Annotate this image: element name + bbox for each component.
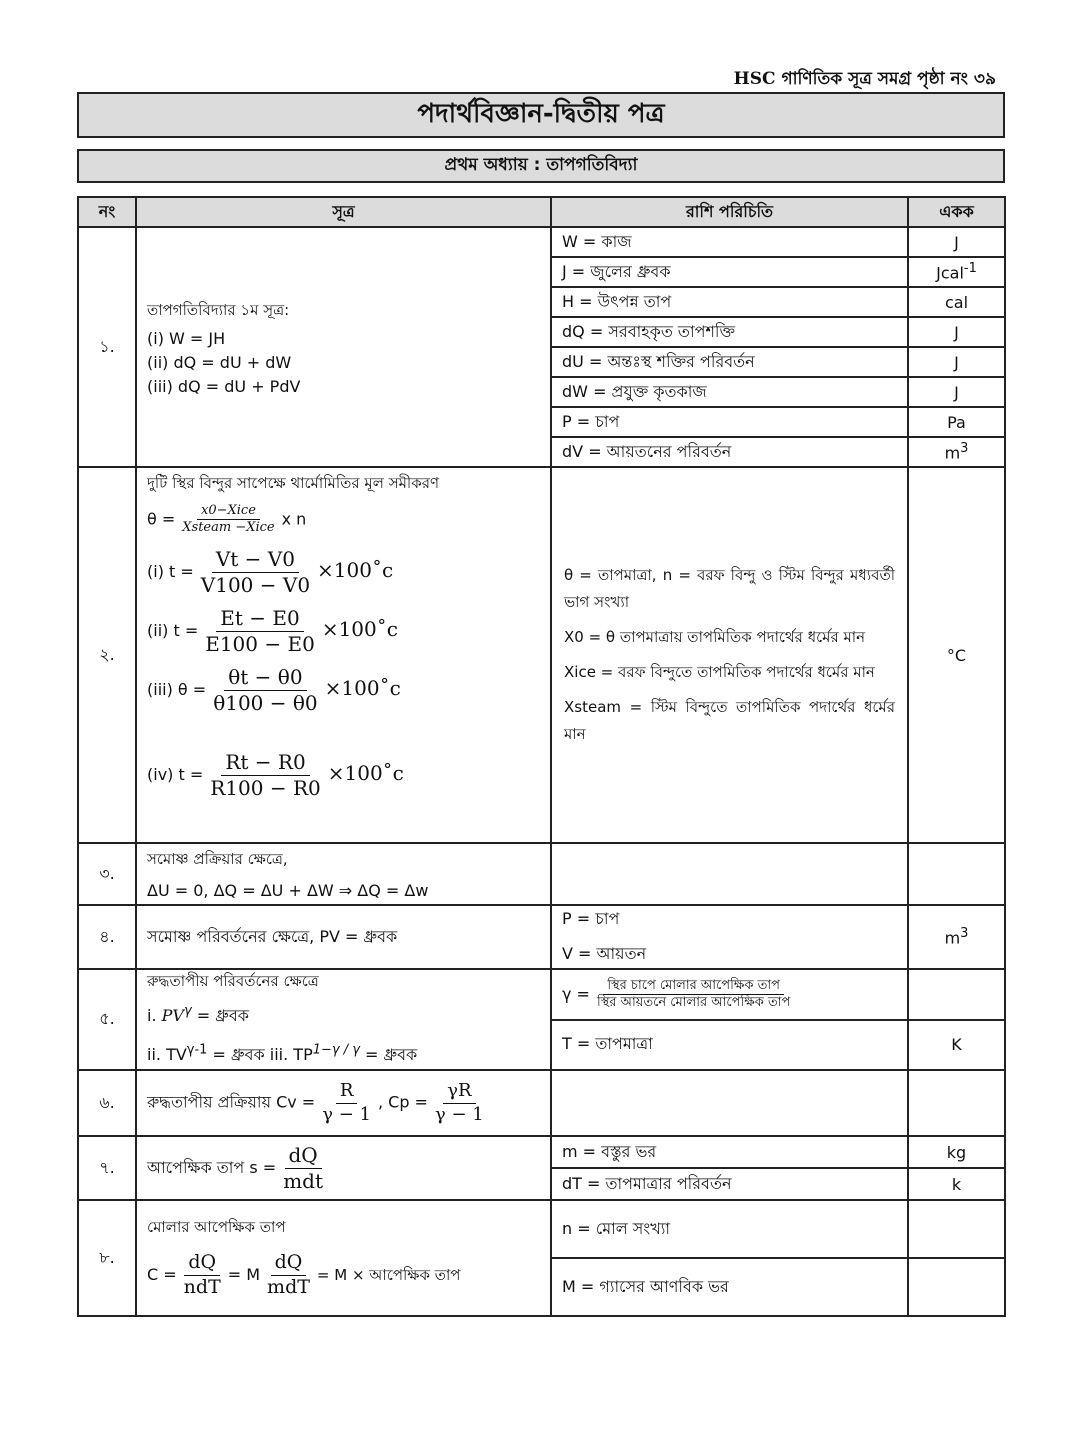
quantity-text: Xsteam = স্টিম বিন্দুতে তাপমিতিক পদার্থের ধর্মের মান [564, 698, 895, 743]
quantity-text: X0 = θ তাপমাত্রায় তাপমিতিক পদার্থের ধর্মের মান [564, 628, 866, 646]
table-row [78, 467, 1005, 843]
table-row [78, 1136, 1005, 1168]
fraction [209, 665, 321, 716]
fraction-denominator: Xsteam −Xice [182, 520, 275, 536]
page-header-note: HSC গাণিতিক সূত্র সমগ্র পৃষ্ঠা নং ৩৯ [733, 69, 996, 89]
unit-cell: cal [908, 287, 1005, 317]
quantity-cell: T = তাপমাত্রা [551, 1020, 908, 1071]
fraction [279, 1143, 327, 1194]
formula-tail: ×100˚c [317, 557, 394, 582]
formula-lhs: C = [147, 1265, 177, 1284]
table-row [78, 969, 1005, 1020]
page-title: পদার্থবিজ্ঞান-দ্বিতীয় পত্র [77, 92, 1005, 138]
quantity-cell: dU = অন্তঃস্থ শক্তির পরিবর্তন [551, 347, 908, 377]
row-number: ৭. [78, 1136, 136, 1200]
fraction [318, 1080, 375, 1126]
table-row [78, 843, 1005, 905]
formula-tail: x n [281, 509, 307, 529]
quantity-cell [551, 969, 908, 1020]
formula-lhs: আপেক্ষিক তাপ s = [147, 1157, 277, 1177]
row-number: ৮. [78, 1200, 136, 1316]
unit-cell [908, 969, 1005, 1020]
formula-line: (iii) dQ = dU + PdV [147, 376, 301, 396]
formula-line [147, 547, 540, 598]
row-number: ১. [78, 227, 136, 467]
formula-line: (i) W = JH [147, 328, 226, 348]
formula-tail: = ধ্রুবক [191, 1006, 249, 1025]
formula-cell [136, 843, 551, 905]
row-number: ৪. [78, 905, 136, 969]
quantity-cell: dQ = সরবাহকৃত তাপশক্তি [551, 317, 908, 347]
unit-exponent: 3 [960, 926, 969, 942]
quantity-cell: W = কাজ [551, 227, 908, 257]
formula-term: , Cp = [377, 1092, 428, 1112]
quantity-text: P = চাপ [562, 909, 620, 928]
unit-cell [908, 437, 1005, 467]
unit-cell: Pa [908, 407, 1005, 437]
fraction-numerator: dQ [285, 1143, 322, 1169]
formula-exponent: γ-1 [186, 1042, 208, 1058]
fraction-denominator: ndT [183, 1276, 221, 1298]
formula-term: = M [227, 1265, 261, 1284]
fraction-numerator: Rt − R0 [221, 750, 309, 776]
formula-tail: = ধ্রুবক [359, 1045, 418, 1064]
formula-exponent: γ [183, 1003, 192, 1019]
fraction [263, 1251, 314, 1300]
formula-lhs: (iv) t = [147, 764, 204, 784]
formula-line: (ii) dQ = dU + dW [147, 352, 292, 372]
row-number: ৩. [78, 843, 136, 905]
fraction-denominator: V100 − V0 [200, 572, 311, 597]
formula-line: ΔU = 0, ΔQ = ΔU + ΔW ⇒ ΔQ = Δw [147, 881, 429, 900]
unit-cell [908, 1200, 1005, 1258]
table-row [78, 905, 1005, 969]
formula-heading: তাপগতিবিদ্যার ১ম সূত্র: [147, 300, 290, 319]
fraction-numerator: স্থির চাপে মোলার আপেক্ষিক তাপ [603, 978, 784, 995]
fraction-numerator: R [336, 1080, 358, 1104]
formula-tail: = M × আপেক্ষিক তাপ [316, 1266, 461, 1284]
formula-lhs: (iii) θ = [147, 679, 207, 699]
quantity-cell: dT = তাপমাত্রার পরিবর্তন [551, 1168, 908, 1200]
formula-lhs: γ = [562, 983, 590, 1003]
fraction-denominator: E100 − E0 [205, 631, 315, 656]
table-header-row [78, 197, 1005, 227]
col-header-no: নং [78, 197, 136, 227]
unit-cell: J [908, 317, 1005, 347]
formula-cell [136, 1070, 551, 1136]
formula-line [147, 606, 540, 657]
unit-cell: kg [908, 1136, 1005, 1168]
unit-cell: J [908, 377, 1005, 407]
row-number: ৬. [78, 1070, 136, 1136]
formula-cell [136, 1136, 551, 1200]
fraction-numerator: dQ [184, 1251, 220, 1276]
fraction [431, 1080, 488, 1126]
quantity-cell [551, 843, 908, 905]
formula-line [147, 1042, 540, 1069]
fraction [593, 978, 794, 1012]
quantity-cell: m = বস্তুর ভর [551, 1136, 908, 1168]
row-number: ২. [78, 467, 136, 843]
formula-cell [136, 1200, 551, 1316]
quantity-cell [551, 1070, 908, 1136]
quantity-cell: dW = প্রযুক্ত কৃতকাজ [551, 377, 908, 407]
formula-heading: মোলার আপেক্ষিক তাপ [147, 1218, 286, 1237]
unit-cell [908, 257, 1005, 287]
fraction-numerator: γR [443, 1080, 475, 1104]
formula-cell: সমোষ্ণ পরিবর্তনের ক্ষেত্রে, PV = ধ্রুবক [136, 905, 551, 969]
formula-term: = ধ্রুবক iii. TP [207, 1045, 313, 1064]
fraction-denominator: γ − 1 [322, 1103, 371, 1125]
formula-lhs: θ = [147, 509, 176, 529]
fraction-numerator: Et − E0 [216, 606, 303, 632]
quantity-cell: J = জুলের ধ্রুবক [551, 257, 908, 287]
fraction [178, 503, 278, 537]
formula-heading: সমোষ্ণ প্রক্রিয়ার ক্ষেত্রে, [147, 850, 288, 868]
formula-lhs: রুদ্ধতাপীয় প্রক্রিয়ায় Cv = [147, 1092, 316, 1112]
fraction [206, 750, 325, 801]
unit-exponent: -1 [963, 261, 977, 277]
fraction-numerator: Vt − V0 [212, 547, 299, 573]
col-header-formula: সূত্র [136, 197, 551, 227]
quantity-cell [551, 905, 908, 969]
formula-lhs: (i) t = [147, 561, 194, 581]
unit-cell: °C [908, 467, 1005, 843]
fraction-denominator: θ100 − θ0 [213, 690, 318, 715]
fraction-denominator: mdt [283, 1168, 324, 1193]
formula-line [147, 1251, 540, 1300]
fraction-denominator: γ − 1 [434, 1103, 484, 1125]
formula-cell [136, 227, 551, 467]
unit-text: m [944, 928, 961, 948]
quantity-cell: M = গ্যাসের আণবিক ভর [551, 1258, 908, 1316]
quantity-text: V = আয়তন [562, 944, 647, 963]
unit-cell: k [908, 1168, 1005, 1200]
unit-cell: J [908, 227, 1005, 257]
fraction [201, 606, 319, 657]
chapter-title: প্রথম অধ্যায় : তাপগতিবিদ্যা [77, 149, 1005, 183]
formula-table [77, 196, 1006, 1317]
quantity-cell: dV = আয়তনের পরিবর্তন [551, 437, 908, 467]
col-header-quantity: রাশি পরিচিতি [551, 197, 908, 227]
formula-line [147, 503, 540, 537]
unit-text: Jcal [936, 263, 964, 283]
formula-label: i. [147, 1006, 157, 1025]
fraction-numerator: dQ [271, 1251, 307, 1276]
formula-cell [136, 969, 551, 1070]
unit-exponent: 3 [960, 441, 969, 457]
fraction-denominator: mdT [267, 1276, 310, 1298]
unit-cell [908, 843, 1005, 905]
unit-cell [908, 1070, 1005, 1136]
unit-cell: K [908, 1020, 1005, 1071]
quantity-text: θ = তাপমাত্রা, n = বরফ বিন্দু ও স্টিম বিন্দুর মধ্যবর্তী ভাগ সংখ্যা [564, 566, 895, 611]
quantity-cell: n = মোল সংখ্যা [551, 1200, 908, 1258]
fraction-denominator: স্থির আয়তনে মোলার আপেক্ষিক তাপ [596, 994, 791, 1010]
table-row [78, 1200, 1005, 1258]
formula-cell [136, 467, 551, 843]
table-row [78, 1070, 1005, 1136]
formula-term: PV [161, 1006, 184, 1025]
formula-tail: ×100˚c [324, 675, 401, 700]
formula-line [147, 750, 540, 801]
fraction-denominator: R100 − R0 [210, 775, 321, 800]
quantity-cell: P = চাপ [551, 407, 908, 437]
formula-exponent: 1−γ / γ [312, 1042, 360, 1058]
unit-cell [908, 905, 1005, 969]
formula-term: ii. TV [147, 1045, 187, 1064]
row-number: ৫. [78, 969, 136, 1070]
fraction-numerator: θt − θ0 [224, 665, 306, 691]
fraction-numerator: x0−Xice [197, 503, 260, 520]
formula-heading: রুদ্ধতাপীয় পরিবর্তনের ক্ষেত্রে [147, 972, 319, 990]
quantity-text: Xice = বরফ বিন্দুতে তাপমিতিক পদার্থের ধর্মের মান [564, 663, 875, 681]
formula-line [147, 1003, 540, 1030]
formula-tail: ×100˚c [321, 616, 398, 641]
col-header-unit: একক [908, 197, 1005, 227]
unit-cell [908, 1258, 1005, 1316]
formula-lhs: (ii) t = [147, 620, 199, 640]
fraction [180, 1251, 225, 1300]
fraction [197, 547, 314, 598]
formula-tail: ×100˚c [327, 760, 404, 785]
unit-cell: J [908, 347, 1005, 377]
formula-line [147, 665, 540, 716]
unit-text: m [944, 443, 961, 463]
formula-heading: দুটি স্থির বিন্দুর সাপেক্ষে থার্মোমিতির মূল সমীকরণ [147, 474, 440, 492]
quantity-cell: H = উৎপন্ন তাপ [551, 287, 908, 317]
table-row [78, 227, 1005, 257]
quantity-cell [551, 467, 908, 843]
